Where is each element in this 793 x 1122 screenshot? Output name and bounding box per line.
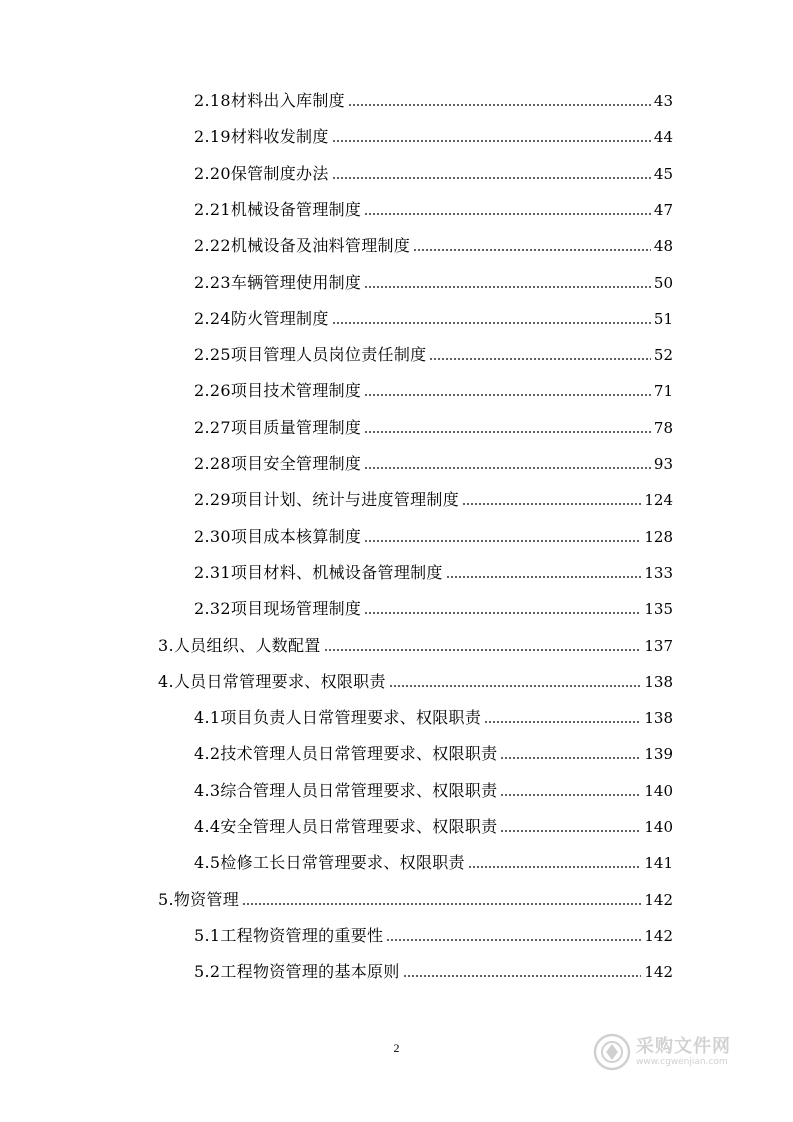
toc-entry-title: 2.28项目安全管理制度 xyxy=(194,454,362,473)
toc-entry[interactable] xyxy=(194,199,673,221)
toc-entry-page: 135 xyxy=(644,600,673,619)
toc-entry-title: 4.2技术管理人员日常管理要求、权限职责 xyxy=(194,744,498,764)
toc-entry-title: 3.人员组织、人数配置 xyxy=(158,635,321,655)
toc-leader-dots xyxy=(332,176,651,180)
toc-entry[interactable] xyxy=(194,743,673,765)
toc-entry-page: 45 xyxy=(653,164,673,183)
toc-entry[interactable] xyxy=(194,598,673,620)
toc-entry[interactable] xyxy=(194,780,673,802)
watermark xyxy=(592,1030,762,1074)
toc-entry-title: 2.29项目计划、统计与进度管理制度 xyxy=(194,490,460,510)
toc-entry[interactable] xyxy=(194,344,673,366)
toc-entry-page: 124 xyxy=(644,491,673,510)
toc-entry[interactable] xyxy=(194,707,673,729)
toc-entry-page: 133 xyxy=(644,563,673,582)
toc-entry-page: 142 xyxy=(644,963,673,982)
toc-entry[interactable] xyxy=(194,272,673,294)
toc-entry[interactable] xyxy=(194,126,673,148)
toc-leader-dots xyxy=(403,974,642,978)
toc-entry[interactable] xyxy=(194,235,673,257)
toc-entry-title: 4.5检修工长日常管理要求、权限职责 xyxy=(194,853,465,873)
toc-leader-dots xyxy=(389,684,642,688)
toc-entry-title: 2.31项目材料、机械设备管理制度 xyxy=(194,562,443,582)
toc-entry-page: 47 xyxy=(653,200,673,219)
toc-entry-title: 4.4安全管理人员日常管理要求、权限职责 xyxy=(194,817,498,836)
logo-icon xyxy=(592,1032,632,1072)
toc-leader-dots xyxy=(364,285,651,289)
toc-entry-title: 2.22机械设备及油料管理制度 xyxy=(194,236,411,256)
toc-entry[interactable] xyxy=(194,816,673,838)
toc-entry-page: 43 xyxy=(653,92,673,110)
toc-entry[interactable] xyxy=(158,671,673,693)
toc-leader-dots xyxy=(242,902,641,906)
toc-leader-dots xyxy=(484,720,641,724)
toc-leader-dots xyxy=(413,248,651,252)
toc-entry-title: 5.2工程物资管理的基本原则 xyxy=(194,962,400,982)
toc-leader-dots xyxy=(446,575,642,579)
toc-entry-title: 2.23车辆管理使用制度 xyxy=(194,272,362,292)
watermark-name: 采购文件网 xyxy=(636,1035,731,1057)
toc-entry-page: 48 xyxy=(653,237,673,256)
toc-leader-dots xyxy=(500,829,641,833)
toc-leader-dots xyxy=(332,139,651,143)
toc-leader-dots xyxy=(364,430,651,434)
toc-entry-page: 71 xyxy=(653,382,673,401)
toc-entry[interactable] xyxy=(194,308,673,330)
toc-entry[interactable] xyxy=(194,90,673,112)
toc-entry[interactable] xyxy=(194,163,673,185)
toc-entry-page: 140 xyxy=(644,818,673,836)
toc-entry-page: 52 xyxy=(653,346,673,365)
toc-entry-page: 50 xyxy=(653,273,673,292)
toc-leader-dots xyxy=(364,466,651,470)
toc-entry-page: 44 xyxy=(653,128,673,147)
toc-entry[interactable] xyxy=(194,489,673,511)
toc-entry-page: 78 xyxy=(653,418,673,437)
toc-entry-page: 51 xyxy=(653,309,673,328)
toc-leader-dots xyxy=(386,938,641,942)
toc-entry[interactable] xyxy=(158,889,673,911)
watermark-url: www.cgwenjian.com xyxy=(636,1056,728,1067)
toc-entry[interactable] xyxy=(194,453,673,475)
toc-entry-title: 2.32项目现场管理制度 xyxy=(194,599,362,619)
toc-leader-dots xyxy=(429,357,650,361)
toc-leader-dots xyxy=(500,756,641,760)
toc-entry-title: 2.25项目管理人员岗位责任制度 xyxy=(194,345,427,365)
toc-entry-page: 142 xyxy=(644,926,673,945)
toc-leader-dots xyxy=(468,865,642,869)
toc-leader-dots xyxy=(332,321,651,325)
toc-entry-page: 142 xyxy=(644,890,673,909)
toc-leader-dots xyxy=(364,611,641,615)
toc-entry-title: 4.3综合管理人员日常管理要求、权限职责 xyxy=(194,780,498,800)
toc-entry-title: 2.24防火管理制度 xyxy=(194,308,329,328)
toc-entry-title: 2.26项目技术管理制度 xyxy=(194,381,362,401)
toc-entry[interactable] xyxy=(194,380,673,402)
toc-entry[interactable] xyxy=(194,925,673,947)
toc-entry-title: 2.20保管制度办法 xyxy=(194,163,329,183)
toc-leader-dots xyxy=(348,103,651,107)
toc-entry-title: 4.1项目负责人日常管理要求、权限职责 xyxy=(194,708,482,728)
toc-entry-title: 5.1工程物资管理的重要性 xyxy=(194,925,384,945)
toc-entry-title: 5.物资管理 xyxy=(158,889,240,909)
toc-entry-title: 2.30项目成本核算制度 xyxy=(194,526,362,546)
toc-entry-page: 140 xyxy=(644,781,673,800)
toc-entry-page: 138 xyxy=(644,672,673,691)
toc-entry-page: 128 xyxy=(644,527,673,546)
toc-entry-page: 141 xyxy=(644,854,673,873)
toc-leader-dots xyxy=(500,793,641,797)
toc-entry-page: 139 xyxy=(644,745,673,764)
toc-leader-dots xyxy=(364,393,651,397)
toc-entry[interactable] xyxy=(158,635,673,657)
page-number: 2 xyxy=(393,1041,400,1055)
toc-leader-dots xyxy=(324,648,642,652)
toc-entry-page: 93 xyxy=(653,455,673,473)
toc-entry-title: 2.21机械设备管理制度 xyxy=(194,199,362,219)
toc-entry-page: 137 xyxy=(644,636,673,655)
toc-entry-title: 2.19材料收发制度 xyxy=(194,127,329,147)
toc-leader-dots xyxy=(364,212,651,216)
toc-entry[interactable] xyxy=(194,526,673,548)
toc-entry[interactable] xyxy=(194,562,673,584)
toc-entry[interactable] xyxy=(194,852,673,874)
toc-entry-title: 2.27项目质量管理制度 xyxy=(194,417,362,437)
toc-entry[interactable] xyxy=(194,417,673,439)
toc-entry-title: 2.18材料出入库制度 xyxy=(194,91,345,110)
toc-entry-page: 138 xyxy=(644,709,673,728)
toc-entry[interactable] xyxy=(194,961,673,983)
toc-leader-dots xyxy=(462,502,641,506)
toc-entry-title: 4.人员日常管理要求、权限职责 xyxy=(158,671,386,691)
toc-leader-dots xyxy=(364,539,641,543)
